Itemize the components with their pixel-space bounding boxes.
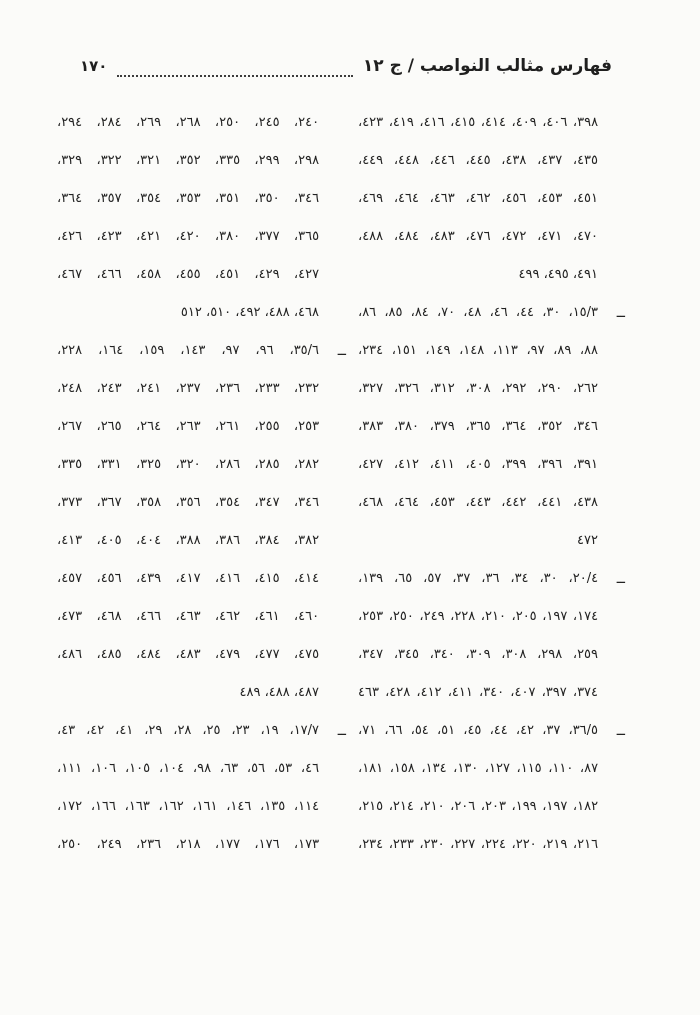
page-numbers-text: ٣٥/٦، ٩٦، ٩٧، ١٤٣، ١٥٩، ١٦٤، ٢٢٨، (57, 343, 320, 358)
page-numbers-text: ٣٩٨، ٤٠٦، ٤٠٩، ٤١٤، ٤١٥، ٤١٦، ٤١٩، ٤٢٣، (358, 115, 599, 130)
page-numbers-text: ٣٧٤، ٣٩٧، ٤٠٧، ٣٤٠، ٤١١، ٤١٢، ٤٢٨، ٤٦٣ (358, 685, 599, 700)
index-line (358, 750, 598, 788)
index-line (57, 446, 319, 484)
index-line (358, 712, 625, 750)
page-numbers-text: ١٧٤، ١٩٧، ٢٠٥، ٢١٠، ٢٢٨، ٢٤٩، ٢٥٠، ٢٥٣، (358, 609, 599, 624)
page-number: ١٧٠ (80, 57, 108, 75)
page-numbers-text: ٤١٤، ٤١٥، ٤١٦، ٤١٧، ٤٣٩، ٤٥٦، ٤٥٧، (57, 571, 320, 586)
page-numbers-text: ٤٦٠، ٤٦١، ٤٦٢، ٤٦٣، ٤٦٦، ٤٦٨، ٤٧٣، (57, 609, 320, 624)
index-line (358, 446, 598, 484)
index-line (57, 598, 319, 636)
index-line (57, 332, 346, 370)
index-line (57, 180, 319, 218)
index-line (358, 180, 598, 218)
index-line (57, 484, 319, 522)
page-numbers-text: ١٥/٣، ٣٠، ٤٤، ٤٦، ٤٨، ٧٠، ٨٤، ٨٥، ٨٦، (358, 305, 599, 320)
index-line (358, 332, 598, 370)
index-line (358, 674, 598, 712)
book-title: فهارس مثالب النواصب / ج ١٢ (362, 56, 612, 76)
index-line (57, 750, 319, 788)
entry-dash-marker: ــ (616, 571, 625, 587)
page-numbers-text: ٤٥١، ٤٥٣، ٤٥٦، ٤٦٢، ٤٦٣، ٤٦٤، ٤٦٩، (358, 191, 599, 206)
entry-dash-marker: ــ (337, 343, 346, 359)
page-numbers-text: ٢٤٠، ٢٤٥، ٢٥٠، ٢٦٨، ٢٦٩، ٢٨٤، ٢٩٤، (57, 115, 320, 130)
index-line (57, 712, 346, 750)
index-line (57, 408, 319, 446)
page-numbers-text: ٢٥٩، ٢٩٨، ٣٠٨، ٣٠٩، ٣٤٠، ٣٤٥، ٣٤٧، (358, 647, 599, 662)
page-numbers-text: ٤٩١، ٤٩٥، ٤٩٩ (518, 267, 598, 282)
page-numbers-text: ٢٨٢، ٢٨٥، ٢٨٦، ٣٢٠، ٣٢٥، ٣٣١، ٣٣٥، (57, 457, 320, 472)
index-line (358, 598, 598, 636)
index-line (57, 294, 319, 332)
page-numbers-text: ٢٦٢، ٢٩٠، ٢٩٢، ٣٠٨، ٣١٢، ٣٢٦، ٣٢٧، (358, 381, 599, 396)
index-line (358, 104, 598, 142)
index-line (358, 142, 598, 180)
page-numbers-text: ٢٩٨، ٢٩٩، ٣٣٥، ٣٥٢، ٣٢١، ٣٢٢، ٣٢٩، (57, 153, 320, 168)
page-numbers-text: ٤٨٧، ٤٨٨، ٤٨٩ (239, 685, 319, 700)
page-numbers-text: ١٧/٧، ١٩، ٢٣، ٢٥، ٢٨، ٢٩، ٤١، ٤٢، ٤٣، (57, 723, 320, 738)
entry-dash-marker: ــ (616, 723, 625, 739)
index-line (57, 218, 319, 256)
page-numbers-text: ١٧٣، ١٧٦، ١٧٧، ٢١٨، ٢٣٦، ٢٤٩، ٢٥٠، (57, 837, 320, 852)
page-numbers-text: ٨٨، ٨٩، ٩٧، ١١٣، ١٤٨، ١٤٩، ١٥١، ٢٣٤، (358, 343, 599, 358)
page-numbers-text: ٣٦٥، ٣٧٧، ٣٨٠، ٤٢٠، ٤٢١، ٤٢٣، ٤٢٦، (57, 229, 320, 244)
index-line (57, 560, 319, 598)
index-line (57, 104, 319, 142)
page-numbers-text: ٢١٦، ٢١٩، ٢٢٠، ٢٢٤، ٢٢٧، ٢٣٠، ٢٣٣، ٢٣٤، (358, 837, 599, 852)
page-numbers-text: ٤٣٨، ٤٤١، ٤٤٢، ٤٤٣، ٤٥٣، ٤٦٤، ٤٦٨، (358, 495, 599, 510)
index-line (57, 370, 319, 408)
page-numbers-text: ٣٦/٥، ٣٧، ٤٢، ٤٤، ٤٥، ٥١، ٥٤، ٦٦، ٧١، (358, 723, 599, 738)
page-numbers-text: ٣٩١، ٣٩٦، ٣٩٩، ٤٠٥، ٤١١، ٤١٢، ٤٢٧، (358, 457, 599, 472)
page-numbers-text: ٣٤٦، ٣٥٠، ٣٥١، ٣٥٣، ٣٥٤، ٣٥٧، ٣٦٤، (57, 191, 320, 206)
page-numbers-text: ٣٨٢، ٣٨٤، ٣٨٦، ٣٨٨، ٤٠٤، ٤٠٥، ٤١٣، (57, 533, 320, 548)
page-numbers-text: ٢٣٢، ٢٣٣، ٢٣٦، ٢٣٧، ٢٤١، ٢٤٣، ٢٤٨، (57, 381, 320, 396)
index-line (57, 522, 319, 560)
page-numbers-text: ٨٧، ١١٠، ١١٥، ١٢٧، ١٣٠، ١٣٤، ١٥٨، ١٨١، (358, 761, 599, 776)
dotted-leader (117, 55, 352, 77)
index-line (358, 826, 598, 864)
page-numbers-text: ٢٥٣، ٢٥٥، ٢٦١، ٢٦٣، ٢٦٤، ٢٦٥، ٢٦٧، (57, 419, 320, 434)
index-line (57, 788, 319, 826)
index-line (57, 826, 319, 864)
index-line (358, 256, 598, 294)
page-numbers-text: ٤٦، ٥٣، ٥٦، ٦٣، ٩٨، ١٠٤، ١٠٥، ١٠٦، ١١١، (57, 761, 320, 776)
index-line (358, 294, 625, 332)
index-line (358, 370, 598, 408)
page-numbers-text: ١١٤، ١٣٥، ١٤٦، ١٦١، ١٦٢، ١٦٣، ١٦٦، ١٧٢، (57, 799, 320, 814)
page-numbers-text: ٤٧٥، ٤٧٧، ٤٧٩، ٤٨٣، ٤٨٤، ٤٨٥، ٤٨٦، (57, 647, 320, 662)
index-line (358, 560, 625, 598)
index-line (358, 408, 598, 446)
page-header (80, 50, 612, 82)
page-numbers-text: ٣٤٦، ٣٥٢، ٣٦٤، ٣٦٥، ٣٧٩، ٣٨٠، ٣٨٣، (358, 419, 599, 434)
index-line (358, 484, 598, 522)
page-numbers-text: ٤٢٧، ٤٢٩، ٤٥١، ٤٥٥، ٤٥٨، ٤٦٦، ٤٦٧، (57, 267, 320, 282)
entry-dash-marker: ــ (337, 723, 346, 739)
index-line (358, 218, 598, 256)
index-line (57, 142, 319, 180)
page-numbers-text: ٣٤٦، ٣٤٧، ٣٥٤، ٣٥٦، ٣٥٨، ٣٦٧، ٣٧٣، (57, 495, 320, 510)
page-numbers-text: ٤٧٢ (577, 533, 598, 548)
page-numbers-text: ٤٣٥، ٤٣٧، ٤٣٨، ٤٤٥، ٤٤٦، ٤٤٨، ٤٤٩، (358, 153, 599, 168)
index-columns (57, 104, 625, 864)
page-numbers-text: ٤٧٠، ٤٧١، ٤٧٢، ٤٧٦، ٤٨٣، ٤٨٤، ٤٨٨، (358, 229, 599, 244)
index-line (358, 788, 598, 826)
index-line (358, 522, 598, 560)
page-numbers-text: ٢٠/٤، ٣٠، ٣٤، ٣٦، ٣٧، ٥٧، ٦٥، ١٣٩، (358, 571, 599, 586)
index-column-right (358, 104, 625, 864)
page-numbers-text: ١٨٢، ١٩٧، ١٩٩، ٢٠٣، ٢٠٦، ٢١٠، ٢١٤، ٢١٥، (358, 799, 599, 814)
index-line (57, 674, 319, 712)
page-numbers-text: ٤٦٨، ٤٨٨، ٤٩٢، ٥١٠، ٥١٢ (180, 305, 319, 320)
entry-dash-marker: ــ (616, 305, 625, 321)
index-line (358, 636, 598, 674)
index-line (57, 636, 319, 674)
index-column-left (57, 104, 346, 864)
index-line (57, 256, 319, 294)
